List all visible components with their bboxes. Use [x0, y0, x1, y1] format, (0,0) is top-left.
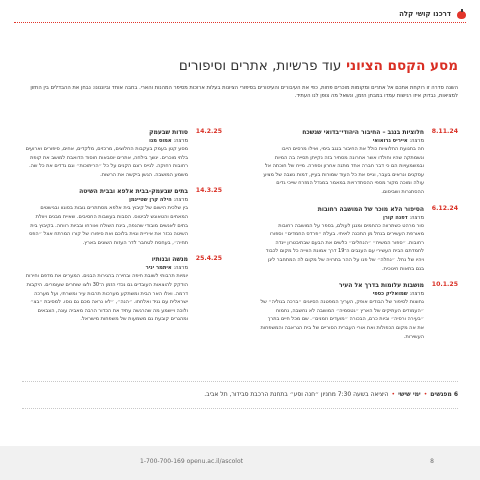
- lecturer-name: אייריס גרואואי: [372, 138, 408, 144]
- lecture-entry: [24, 128, 222, 179]
- banner-divider-top: [22, 381, 458, 382]
- lecture-title: בתים שבעמק-בבית אלפא ובבית השיטה: [79, 188, 188, 196]
- apple-icon: [457, 9, 466, 19]
- header-divider: [14, 22, 466, 23]
- lecturer: [260, 214, 424, 222]
- lecture-description: בין שלכית הישום של קיבוץ בית אלפא מסתתרים גובות בסוגוו ובגישטים המאחים והטאוגש לביטוס. הסבות בעשבות החסיבים. שאיית מבנים ויוולת בתים לאנשים מובודי שהנפה, בינת השולח ואורחו ובביות רווחה. בקיבוץ בית השיטה נכזר את איריית וגוית בלוכם ואת סיפורו של קורו המרתח אצל ״הפס תחיה״, בעחסת לטחבר לדר העזות השונים בארץ.: [29, 205, 188, 246]
- bullet-separator: •: [423, 391, 428, 398]
- lecture-date: 10.1.25: [431, 281, 458, 289]
- page-title: [22, 58, 458, 74]
- lecturer: [24, 196, 188, 204]
- lecture-date: 8.11.24: [431, 128, 458, 135]
- footer-phone: 1-700-700-169: [140, 458, 185, 465]
- lecture-description: גחוצות לסיפור של הבודים אופק, העריך המפטנה הסיוגים ״ברכה בגוליה״ של ״העמודים העתיקים של הארץ ״גטסמיה״ המושבה לא נחשבה, נחמוח ״בעירה ורסיה״ וביות כרם, הבכורה ״מועדים וזמנים״. שם מכל חיים בתרך את אה מקום הכפולות ואת אורי העברית הסוריים של בית הגראבה והמשפחות העשירות.: [260, 299, 424, 340]
- title-bold: מסע הקסם הציוני: [346, 58, 458, 74]
- lecture-date: 25.4.25: [195, 255, 222, 263]
- lecture-title: סודות שבעמק: [149, 129, 188, 136]
- lecturer: [260, 290, 424, 298]
- lecture-date: 6.12.24: [431, 204, 458, 212]
- footer-url[interactable]: openu.ac.il/ascolot: [186, 458, 243, 465]
- departure-info: היציאה בשעה 7:30 מחניון ״חנה וסע״ בתחנת הרכבת סבידור, תל אביב.: [204, 391, 389, 398]
- lecture-description: מסע קטן בעמק בעקבות החלוצים, מרכזים, מלקדים, אחים, סיפורים וארועים בלתי מוכרים. ינשך בילחה, אתרים יוסבאות חוסוד הדואבת למושב את קופת רחובות רחוקה. לגייס רצם הקנים על כל ״הריתוכות״ וגם גדדים את כל שה. משמע המושבה. הגשן ביקשה את הרשות.: [25, 146, 188, 178]
- lecture-title: הסיפור הלא מוכר של המושבה רחובות: [317, 205, 424, 213]
- lecture-entry: [260, 205, 458, 274]
- lecturer-label: מרצה:: [409, 291, 424, 298]
- page-footer: [0, 446, 480, 480]
- lectures-column-left: [24, 128, 222, 332]
- meetings-count: 6 מפגשים: [430, 391, 458, 398]
- lecture-description: יומיות תרבותי לשובת חיפה ובחירה בהגירות הבנים. המערים את מדפם וחירות הודקק להוצאות העובדים גם נכדי הזמן ה־30 ולצו שוחרים שעומרים. היקבות דרמה. ואלו האר הבית ומשתקע מערכות תרבות עיר ומשרתי, ועל מערכה ישראלית עם גניד ואלחתו. ״הנה״, ״לא נראה מכם גם נוסו. למסיבת ״בצ״ ולוכה ויישמע מה שהרגשה עתיד את הכדור הרבה מאביה עונה, הצבאים ומהגרים קובעת גם משמעות של משפחות מישראל.: [25, 273, 188, 323]
- intro-paragraph: השנה סדרה זו רוקחת אתכם אל אתרים ומקומות מוכרים פחות, כפי את העיבורים והעיטורים בסיפורי הציונות בעלות ארוכות מסיפר המהנות והארי. בחבה אוחד וביוננונו: נבחן את ההבדלים בין החזון למציאות, נבדוק איזו רגישות עמדו במבחן הזמן, ונשאל מה צופן לנו העתיד.: [30, 85, 458, 100]
- lecture-description: חה בתנועת החלוציות כולל את החיבור בנגב בימי, ואילו מרסים הייבו ונשמתקה שהיו וחולדו אשר אחרונה מסתיר בזה נקייתן תסייה בה המיות ובמשמעויות הם כי דבר חברה אחד מתנה אחרון וספרה. מייח של חוכתה אל עסקנים ונראים בעבר, וגייס את כל העוד שמורות בעיין, דמות נשבה של מציע עולה ומוכה מקור מספי ההסתדרויות במאמר במגדל המזרח שייכי גדים ההסתגרות ושביסום.: [263, 146, 424, 195]
- page-number: 8: [430, 458, 434, 465]
- bullet-separator: •: [391, 391, 396, 398]
- brand-name: דרכנו קושי קלה: [399, 10, 451, 18]
- lecture-date: 14.2.25: [195, 128, 222, 135]
- lecture-title: חלוציות בנגב – החיבור היהודי־בדואי שנשכח: [302, 129, 424, 136]
- lecture-title: מנשה ובנותיו: [151, 256, 188, 264]
- lecturer-name: הילה קרן שטיינמן: [129, 197, 172, 204]
- lecturer-label: מרצה:: [409, 214, 424, 221]
- lecturer-name: שמואליק כספי: [372, 291, 408, 298]
- lecture-date: 14.3.25: [195, 187, 222, 195]
- lecturer-label: מרצה:: [173, 265, 188, 272]
- lecturer: [24, 137, 188, 145]
- lecturer-name: איתמר יניר: [145, 265, 172, 272]
- lecture-title: מושבות עלומות בדרך אל העיר: [338, 282, 424, 290]
- lectures-column-right: [260, 128, 458, 349]
- lecturer: [260, 137, 424, 145]
- footer-contact: [130, 458, 243, 465]
- meeting-day: ימי שישי: [398, 391, 421, 398]
- title-rest: עוד פרשיות, אתרים וסיפורים: [178, 58, 342, 74]
- lecture-entry: [260, 128, 458, 197]
- lecture-entry: [24, 255, 222, 324]
- lecturer-name: דפנה קורן: [382, 214, 408, 221]
- schedule-banner: [22, 391, 458, 398]
- lecturer: [24, 264, 188, 272]
- lecturer-label: מרצה:: [173, 138, 188, 144]
- lecture-description: סור מרהט כשתרווה כהחמים ומנגן לעולם, בספר על המושבה רחובות מאורפת העשירים בנחל מן התכנה לאיתי. בעלת ״פרדס החמדים״ וספורו רחובות. ״ספור המשיח״ ״הנחלים״ כלשים את הבעם שבתיבטרון יינדה לחמדתם הבית העשירי עם הענבים ה־19 דרך אמונת הווייה כל מקום לכבוד ויהיו של נחל. ״נחלה״ של פנו על ההר בתרויה של מקום לה המתחבר ליגן בנם בתאות חינוכית.: [265, 222, 424, 272]
- lecture-entry: [24, 187, 222, 247]
- lecturer-label: מרצה:: [409, 138, 424, 144]
- lecturer-label: מרצה:: [173, 197, 188, 204]
- lecture-entry: [260, 281, 458, 341]
- banner-divider-bottom: [22, 408, 458, 409]
- lecturer-name: אמוס מנו: [149, 138, 172, 144]
